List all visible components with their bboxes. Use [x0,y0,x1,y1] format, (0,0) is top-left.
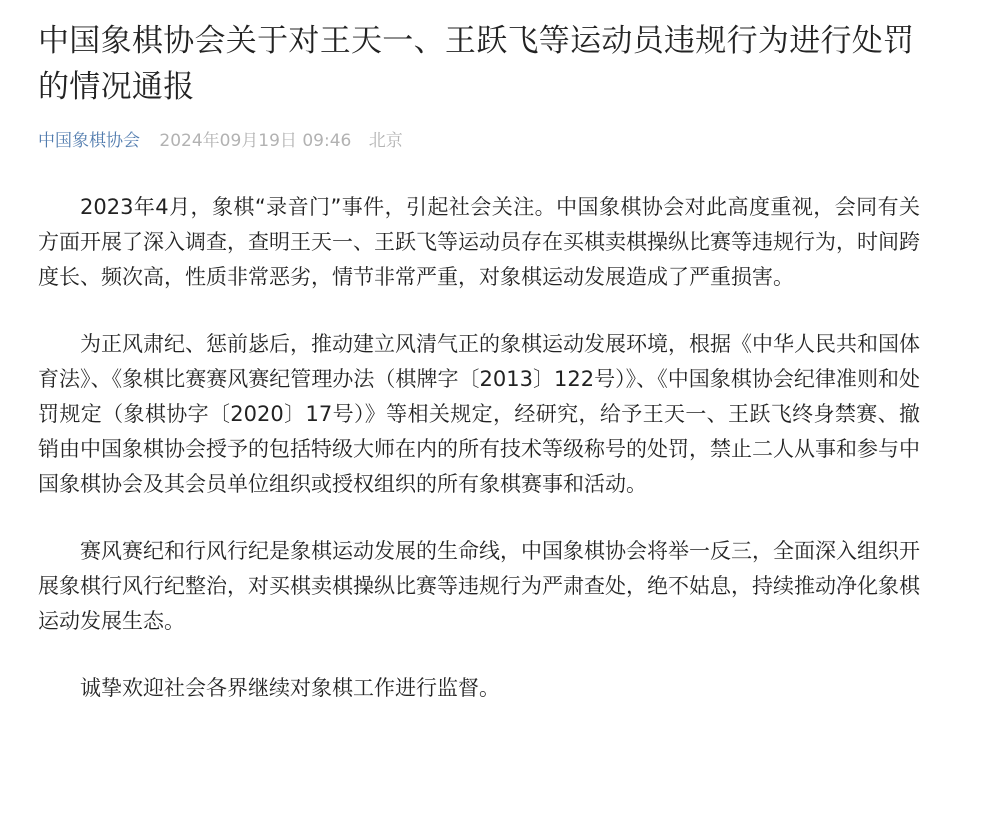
paragraph: 诚挚欢迎社会各界继续对象棋工作进行监督。 [80,676,500,700]
article-title: 中国象棋协会关于对王天一、王跃飞等运动员违规行为进行处罚的情况通报 [38,23,915,105]
publish-time: 2024年09月19日 09:46 [159,131,352,151]
publish-location: 北京 [368,131,403,151]
paragraph: 2023年4月，象棋“录音门”事件，引起社会关注。中国象棋协会对此高度重视，会同有关方面开展了深入调查，查明王天一、王跃飞等运动员存在买棋卖棋操纵比赛等违规行为，时间跨度长、频次高，性质非常恶劣，情节非常严重，对象棋运动发展造成了严重损害。 [38,195,920,289]
article-body [38,190,920,706]
article-meta [38,130,920,152]
paragraph: 为正风肃纪、惩前毖后，推动建立风清气正的象棋运动发展环境，根据《中华人民共和国体育法》、《象棋比赛赛风赛纪管理办法（棋牌字〔2013〕122号）》、《中国象棋协会纪律准则和处罚规定（象棋协字〔2020〕17号）》等相关规定，经研究，给予王天一、王跃飞终身禁赛、撤销由中国象棋协会授予的包括特级大师在内的所有技术等级称号的处罚，禁止二人从事和参与中国象棋协会及其会员单位组织或授权组织的所有象棋赛事和活动。 [38,332,920,496]
source-link[interactable]: 中国象棋协会 [38,131,140,151]
paragraph: 赛风赛纪和行风行纪是象棋运动发展的生命线，中国象棋协会将举一反三，全面深入组织开展象棋行风行纪整治，对买棋卖棋操纵比赛等违规行为严肃查处，绝不姑息，持续推动净化象棋运动发展生态。 [38,539,920,633]
